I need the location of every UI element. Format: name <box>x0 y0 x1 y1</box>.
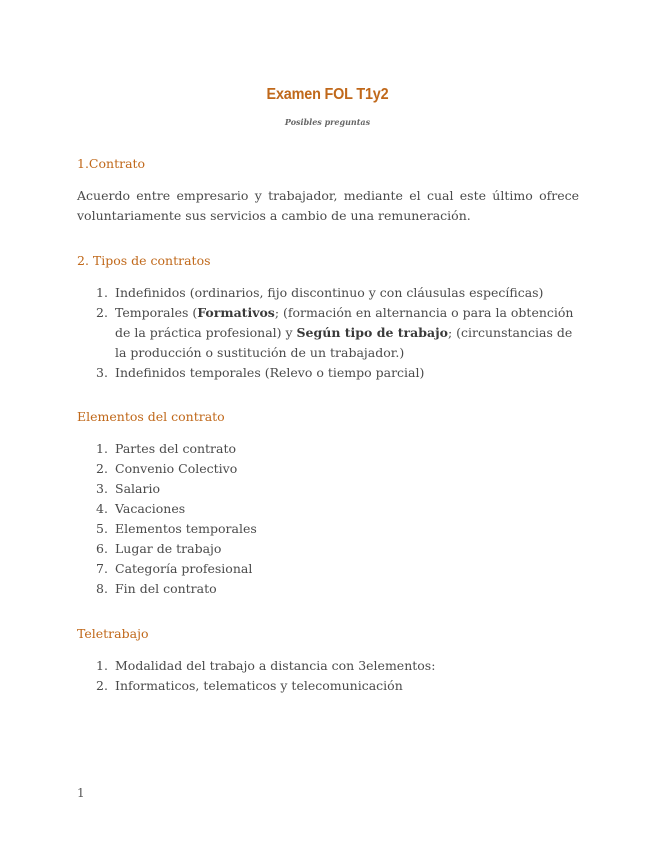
list-item-bold-segun-tipo: Según tipo de trabajo <box>296 325 448 340</box>
numbered-list <box>77 283 579 383</box>
list-item-number: 7. <box>96 561 108 576</box>
list-item-text: Partes del contrato <box>115 441 237 456</box>
list-item <box>77 656 579 676</box>
list-item <box>77 459 579 479</box>
list-item-number: 6. <box>96 541 108 556</box>
section-paragraph: Acuerdo entre empresario y trabajador, mediante el cual este último ofrece voluntariamente sus servicios a cambio de una remuneración. <box>77 188 579 223</box>
list-item <box>77 283 579 303</box>
document-subtitle: Posibles preguntas <box>284 117 371 127</box>
section-tipos-de-contratos <box>77 253 579 383</box>
list-item <box>77 539 579 559</box>
list-item-number: 3. <box>96 365 108 380</box>
numbered-list <box>77 439 579 599</box>
list-item <box>77 676 579 696</box>
list-item-number: 1. <box>96 441 108 456</box>
section-heading: Teletrabajo <box>77 626 149 641</box>
list-item <box>77 519 579 539</box>
list-item-number: 3. <box>96 481 108 496</box>
list-item-text: Indefinidos (ordinarios, fijo discontinuo y con cláusulas específicas) <box>115 285 544 300</box>
list-item-text: Convenio Colectivo <box>115 461 238 476</box>
list-item <box>77 479 579 499</box>
list-item <box>77 363 579 383</box>
list-item-text-mid: ; (formación en alternancia o para la obtención de la práctica profesional) y <box>115 305 574 340</box>
section-heading: 1.Contrato <box>77 156 146 171</box>
list-item-number: 2. <box>96 678 108 693</box>
list-item-number: 4. <box>96 501 108 516</box>
list-item-text: Fin del contrato <box>115 581 217 596</box>
list-item-text: Indefinidos temporales (Relevo o tiempo parcial) <box>115 365 425 380</box>
list-item-number: 2. <box>96 305 108 320</box>
list-item-number: 1. <box>96 285 108 300</box>
list-item-text: Informaticos, telematicos y telecomunicación <box>115 678 403 693</box>
list-item-text-pre: Temporales ( <box>115 305 198 320</box>
list-item-bold-formativos: Formativos <box>197 305 275 320</box>
list-item-number: 1. <box>96 658 108 673</box>
list-item-text: Categoría profesional <box>115 561 253 576</box>
list-item <box>77 559 579 579</box>
list-item-text: Salario <box>115 481 160 496</box>
numbered-list <box>77 656 579 696</box>
section-elementos-del-contrato <box>77 409 579 599</box>
list-item-text: Elementos temporales <box>115 521 257 536</box>
list-item <box>77 579 579 599</box>
section-teletrabajo <box>77 626 579 696</box>
list-item-text-post: ; (circunstancias de la producción o sustitución de un trabajador.) <box>115 325 573 360</box>
list-item <box>77 303 579 363</box>
list-item-number: 5. <box>96 521 108 536</box>
list-item-text: Vacaciones <box>115 501 186 516</box>
section-heading: Elementos del contrato <box>77 409 225 424</box>
section-contrato <box>77 156 579 226</box>
list-item-text: Lugar de trabajo <box>115 541 222 556</box>
document-title: Examen FOL T1y2 <box>266 86 389 103</box>
list-item-number: 8. <box>96 581 108 596</box>
list-item <box>77 499 579 519</box>
list-item <box>77 439 579 459</box>
list-item-text: Modalidad del trabajo a distancia con 3elementos: <box>115 658 436 673</box>
page-number: 1 <box>77 786 85 800</box>
section-heading: 2. Tipos de contratos <box>77 253 211 268</box>
list-item-number: 2. <box>96 461 108 476</box>
